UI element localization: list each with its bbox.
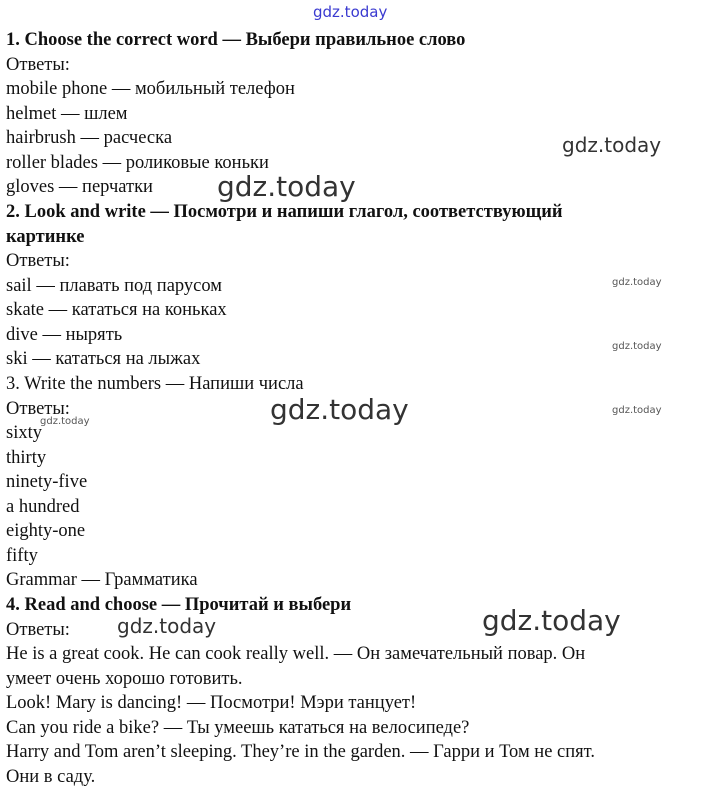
section-2-heading-cont: картинке — [6, 226, 85, 247]
answers-label: Ответы: — [6, 54, 70, 75]
watermark: gdz.today — [40, 416, 90, 427]
answer-line: sail — плавать под парусом — [6, 275, 222, 296]
watermark: gdz.today — [217, 170, 356, 203]
answer-line: helmet — шлем — [6, 103, 128, 124]
answer-line: ninety-five — [6, 472, 88, 492]
answer-line: skate — кататься на коньках — [6, 300, 227, 320]
answers-label: Ответы: — [6, 398, 70, 419]
watermark: gdz.today — [482, 604, 621, 637]
watermark: gdz.today — [313, 3, 388, 21]
section-3-heading: 3. Write the numbers — Напиши числа — [6, 374, 304, 394]
section-2-heading: 2. Look and write — Посмотри и напиши глагол, соответствующий — [6, 202, 563, 222]
answer-line: dive — нырять — [6, 324, 123, 345]
answer-line: ski — кататься на лыжах — [6, 349, 201, 369]
answer-line: Can you ride a bike? — Ты умеешь кататься на велосипеде? — [6, 717, 470, 738]
answer-line: He is a great cook. He can cook really well. — Он замечательный повар. Он — [6, 644, 586, 664]
answer-line: fifty — [6, 545, 38, 566]
answer-line: eighty-one — [6, 521, 86, 541]
answer-line: a hundred — [6, 496, 80, 517]
answer-line: Look! Mary is dancing! — Посмотри! Мэри танцует! — [6, 693, 417, 713]
answer-line: умеет очень хорошо готовить. — [6, 668, 243, 689]
watermark: gdz.today — [612, 277, 662, 288]
answers-label: Ответы: — [6, 251, 70, 271]
answer-line: Harry and Tom aren’t sleeping. They’re in the garden. — Гарри и Том не спят. — [6, 742, 595, 762]
answer-line: hairbrush — расческа — [6, 128, 173, 148]
answer-line: roller blades — роликовые коньки — [6, 152, 269, 173]
section-1-heading: 1. Choose the correct word — Выбери правильное слово — [6, 30, 466, 50]
answer-line: gloves — перчатки — [6, 177, 153, 197]
watermark: gdz.today — [562, 133, 662, 157]
answers-label: Ответы: — [6, 619, 70, 640]
section-4-heading: 4. Read and choose — Прочитай и выбери — [6, 595, 352, 615]
answer-line: sixty — [6, 423, 42, 443]
grammar-heading: Grammar — Грамматика — [6, 570, 198, 590]
answer-line: thirty — [6, 447, 47, 468]
answer-line: Они в саду. — [6, 766, 96, 787]
watermark: gdz.today — [270, 393, 409, 426]
answer-line: mobile phone — мобильный телефон — [6, 79, 295, 99]
watermark: gdz.today — [612, 405, 662, 416]
watermark: gdz.today — [117, 614, 217, 638]
watermark: gdz.today — [612, 341, 662, 352]
